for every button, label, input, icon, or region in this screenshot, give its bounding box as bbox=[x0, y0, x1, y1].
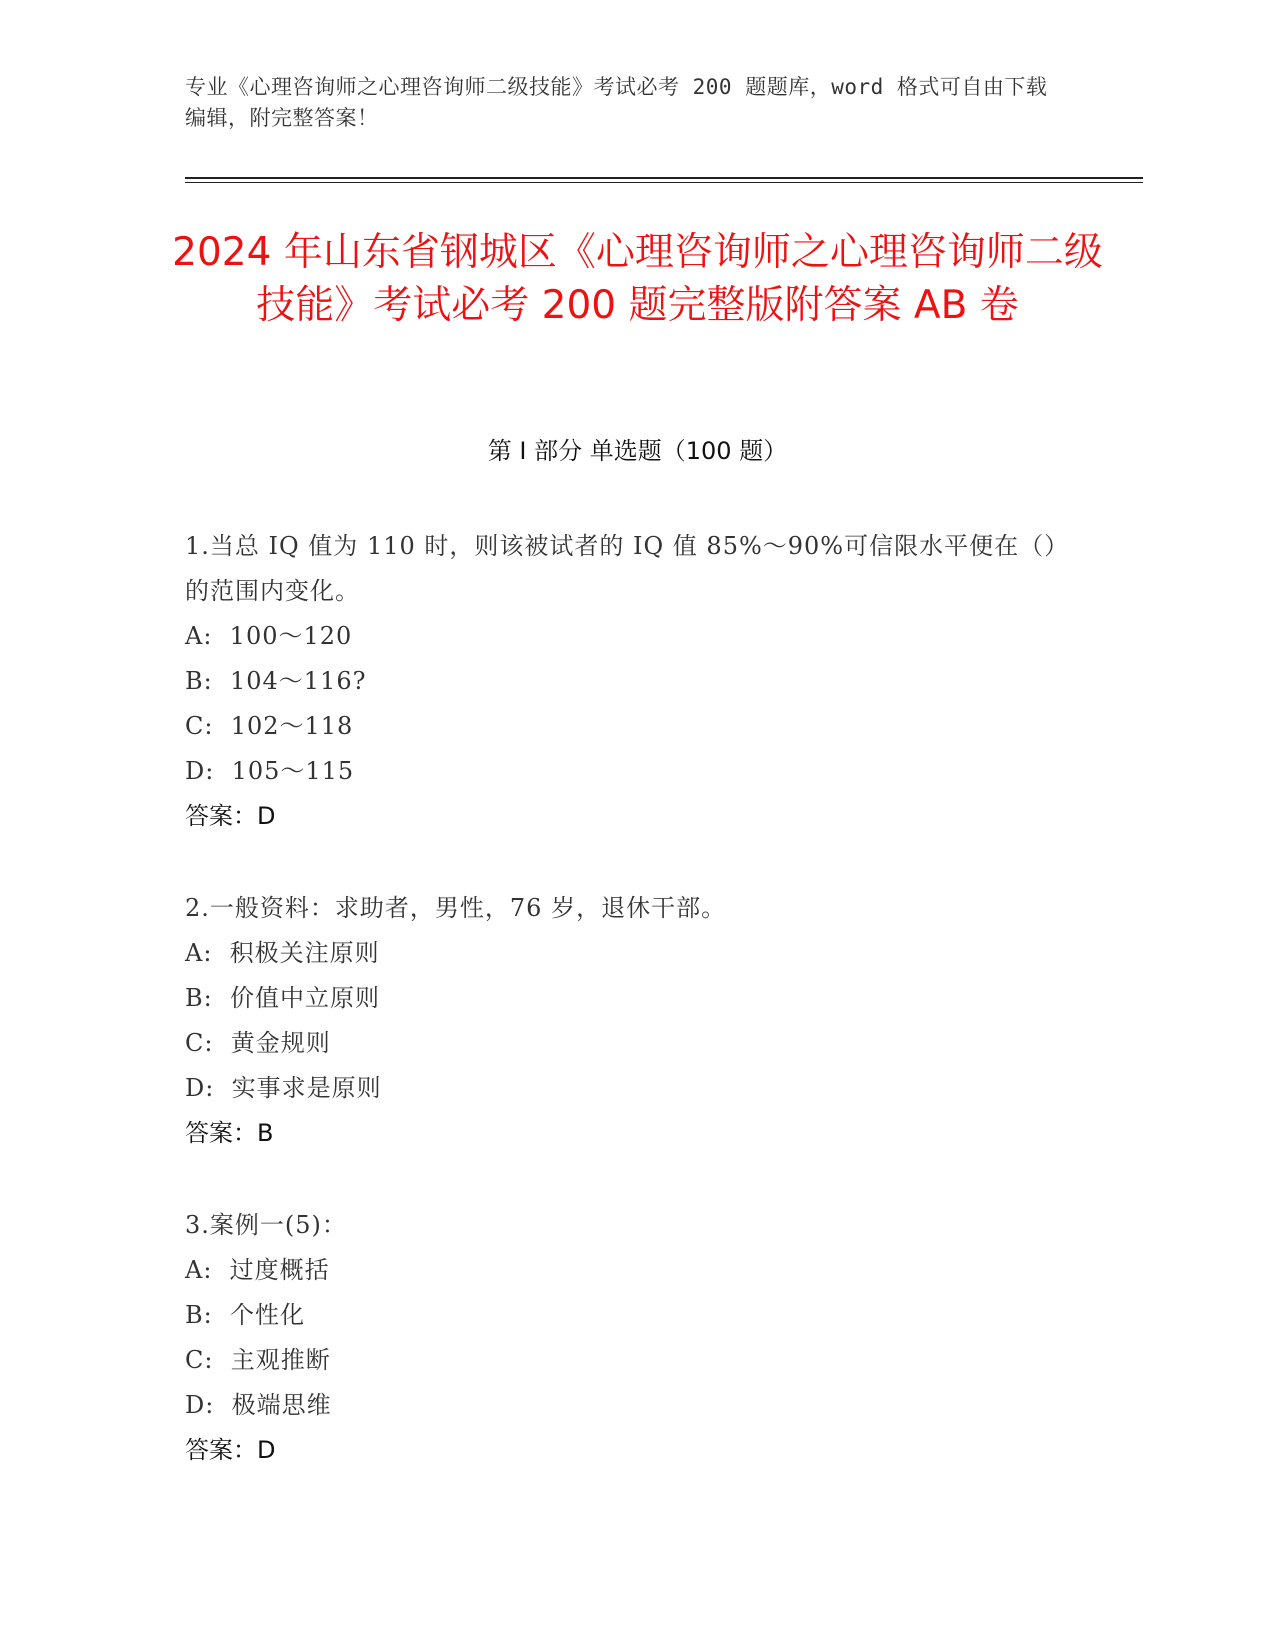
option-b: B: 个性化 bbox=[185, 1301, 305, 1329]
option-a: A: 积极关注原则 bbox=[185, 939, 380, 967]
answer-line: 答案：D bbox=[185, 1436, 276, 1464]
option-d: D: 极端思维 bbox=[185, 1391, 332, 1419]
option-b: B: 价值中立原则 bbox=[185, 984, 380, 1012]
option-c: C: 黄金规则 bbox=[185, 1029, 331, 1057]
question-stem: 1.当总 IQ 值为 110 时，则该被试者的 IQ 值 85%～90%可信限水平便在（）的范围内变化。 bbox=[185, 532, 1058, 605]
answer-line: 答案：B bbox=[185, 1119, 274, 1147]
question-stem: 2.一般资料：求助者，男性，76 岁，退休干部。 bbox=[185, 894, 727, 922]
header-rule-thin bbox=[185, 182, 1143, 183]
option-c: C: 102～118 bbox=[185, 712, 354, 740]
header-note: 专业《心理咨询师之心理咨询师二级技能》考试必考 200 题题库，word 格式可自由下载编辑，附完整答案！ bbox=[185, 75, 1048, 130]
section-heading: 第 I 部分 单选题（100 题） bbox=[487, 437, 788, 465]
option-c: C: 主观推断 bbox=[185, 1346, 331, 1374]
document-title: 2024 年山东省钢城区《心理咨询师之心理咨询师二级技能》考试必考 200 题完整版附答案 AB 卷 bbox=[172, 230, 1103, 328]
question-3 bbox=[185, 1203, 1065, 1473]
question-2 bbox=[185, 886, 1065, 1156]
option-a: A: 过度概括 bbox=[185, 1256, 330, 1284]
option-a: A: 100～120 bbox=[185, 622, 353, 650]
answer-line: 答案：D bbox=[185, 802, 276, 830]
question-list bbox=[185, 524, 1065, 1520]
option-b: B: 104～116? bbox=[185, 667, 367, 695]
header-rule-thick bbox=[185, 177, 1143, 179]
question-1 bbox=[185, 524, 1065, 839]
question-stem: 3.案例一(5)： bbox=[185, 1211, 347, 1239]
option-d: D: 实事求是原则 bbox=[185, 1074, 382, 1102]
option-d: D: 105～115 bbox=[185, 757, 355, 785]
